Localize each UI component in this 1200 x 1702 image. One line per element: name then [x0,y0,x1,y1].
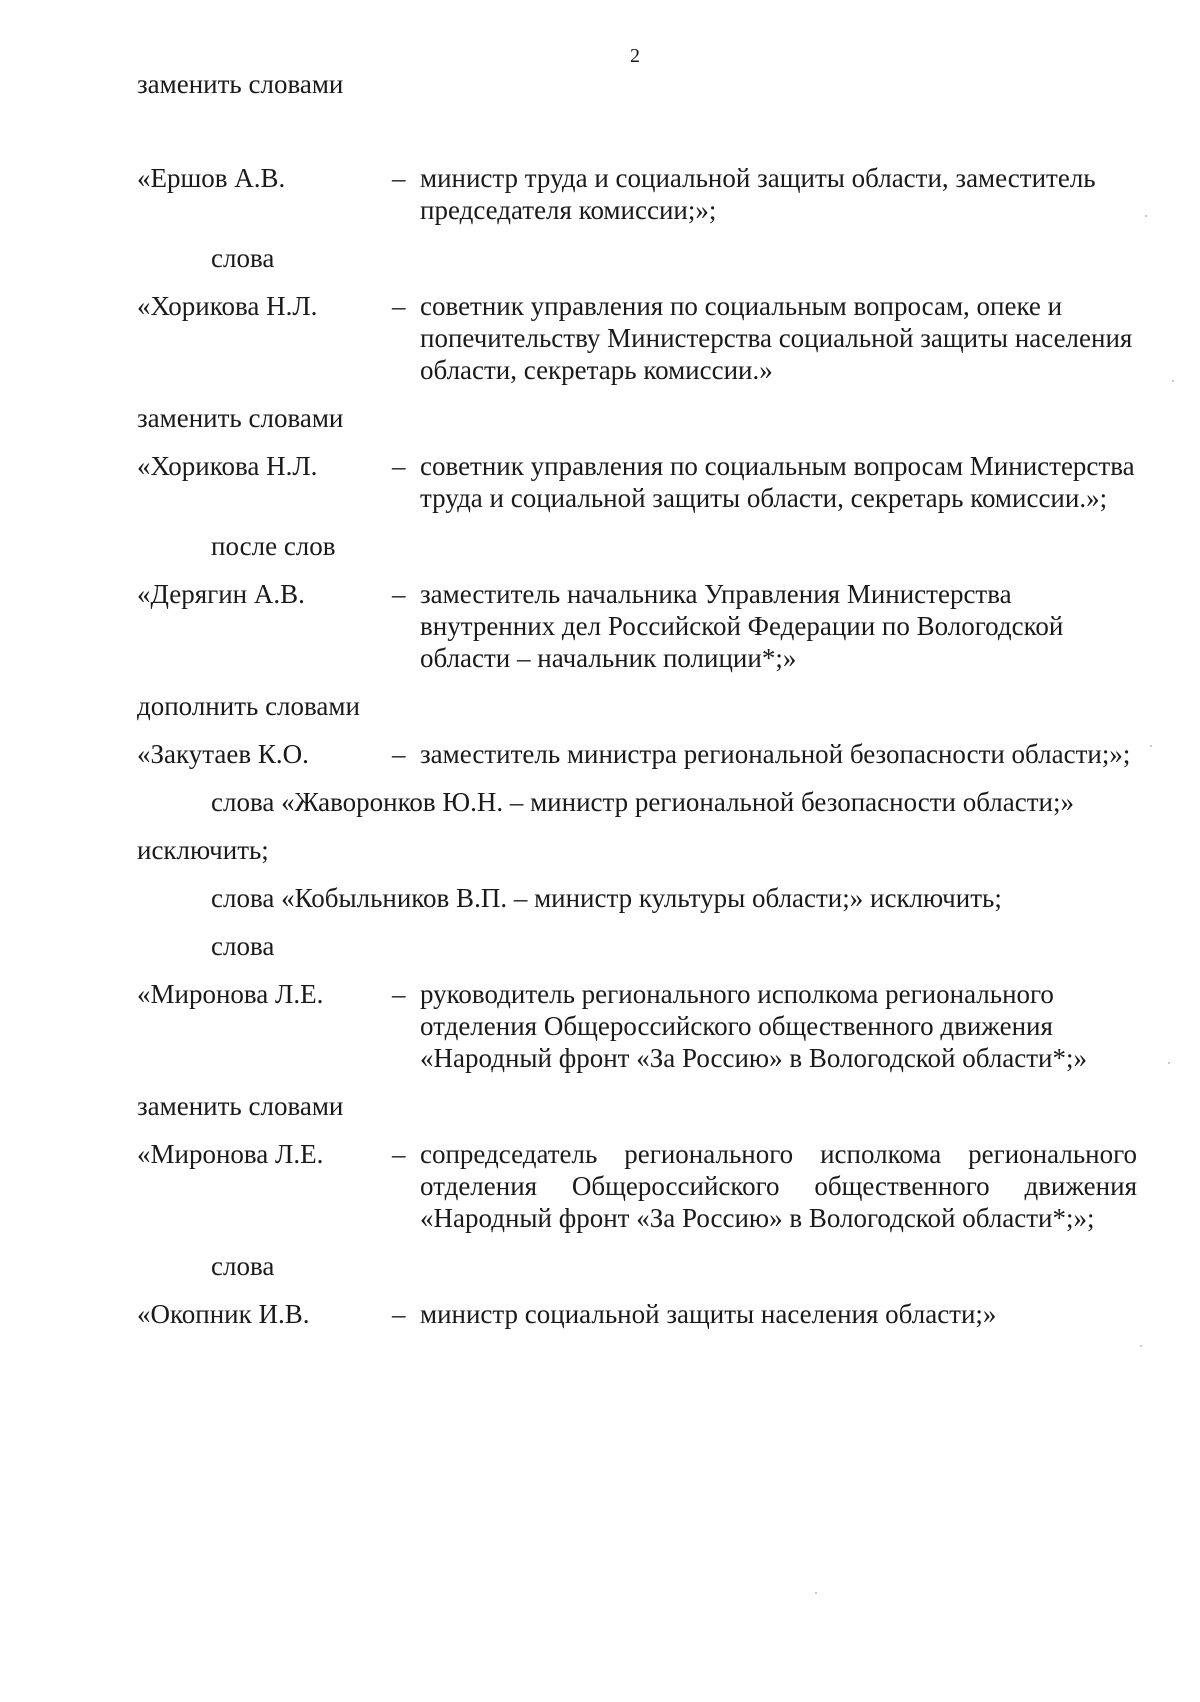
commission-member-entry [137,978,1137,1074]
instruction-replace-with: заменить словами [137,69,344,99]
scan-speck [1172,380,1174,382]
commission-member-entry [137,290,1137,386]
commission-member-entry [137,450,1137,514]
member-position: советник управления по социальным вопросам, опеке и попечительству Министерства социальной защиты населения области, секретарь комиссии.» [420,291,1133,385]
dash-separator: – [392,979,406,1009]
member-position: сопредседатель регионального исполкома регионального отделения Общероссийского общественного движения «Народный фронт «За Россию» в Вологодской области*;»; [420,1139,1137,1233]
instruction-words: слова [211,243,275,273]
member-name: «Миронова Л.Е. [137,979,324,1009]
commission-member-entry [137,1138,1137,1234]
scan-speck [1150,745,1152,747]
scan-speck [1168,1062,1170,1064]
instruction-exclude-sentence [137,786,1137,866]
commission-member-entry [137,578,1137,674]
member-name: «Хорикова Н.Л. [137,451,318,481]
dash-separator: – [392,1299,406,1329]
instruction-exclude-sentence: слова «Кобыльников В.П. – министр культуры области;» исключить; [211,883,1002,913]
member-name: «Ершов А.В. [137,163,286,193]
document-body [137,68,1137,1330]
instruction-replace-with: заменить словами [137,403,344,433]
member-position: заместитель начальника Управления Министерства внутренних дел Российской Федерации по Вологодской области – начальник полиции*;» [420,579,1064,673]
member-name: «Хорикова Н.Л. [137,291,318,321]
member-position: руководитель регионального исполкома регионального отделения Общероссийского общественного движения «Народный фронт «За Россию» в Вологодской области*;» [420,979,1088,1073]
member-name: «Окопник И.В. [137,1299,310,1329]
dash-separator: – [392,1139,406,1169]
scan-speck [815,1592,817,1594]
member-position: министр социальной защиты населения области;» [420,1299,997,1329]
member-position: министр труда и социальной защиты области, заместитель председателя комиссии;»; [420,163,1096,225]
sentence-continuation: исключить; [137,835,269,865]
sentence-first-line: слова «Жаворонков Ю.Н. – министр региональной безопасности области;» [211,787,1074,817]
member-name: «Дерягин А.В. [137,579,305,609]
commission-member-entry [137,738,1137,770]
commission-member-entry [137,162,1137,226]
instruction-after-words: после слов [211,531,336,561]
page-number: 2 [630,45,640,67]
commission-member-entry [137,1298,1137,1330]
dash-separator: – [392,579,406,609]
dash-separator: – [392,451,406,481]
member-name: «Миронова Л.Е. [137,1139,324,1169]
member-position: советник управления по социальным вопросам Министерства труда и социальной защиты области, секретарь комиссии.»; [420,451,1135,513]
member-position: заместитель министра региональной безопасности области;»; [420,739,1131,769]
instruction-words: слова [211,1251,275,1281]
instruction-replace-with: заменить словами [137,1091,344,1121]
dash-separator: – [392,291,406,321]
scan-speck [1140,1345,1142,1347]
scan-speck [1145,215,1147,217]
dash-separator: – [392,739,406,769]
instruction-add-words: дополнить словами [137,691,360,721]
dash-separator: – [392,163,406,193]
member-name: «Закутаев К.О. [137,739,309,769]
instruction-words: слова [211,931,275,961]
